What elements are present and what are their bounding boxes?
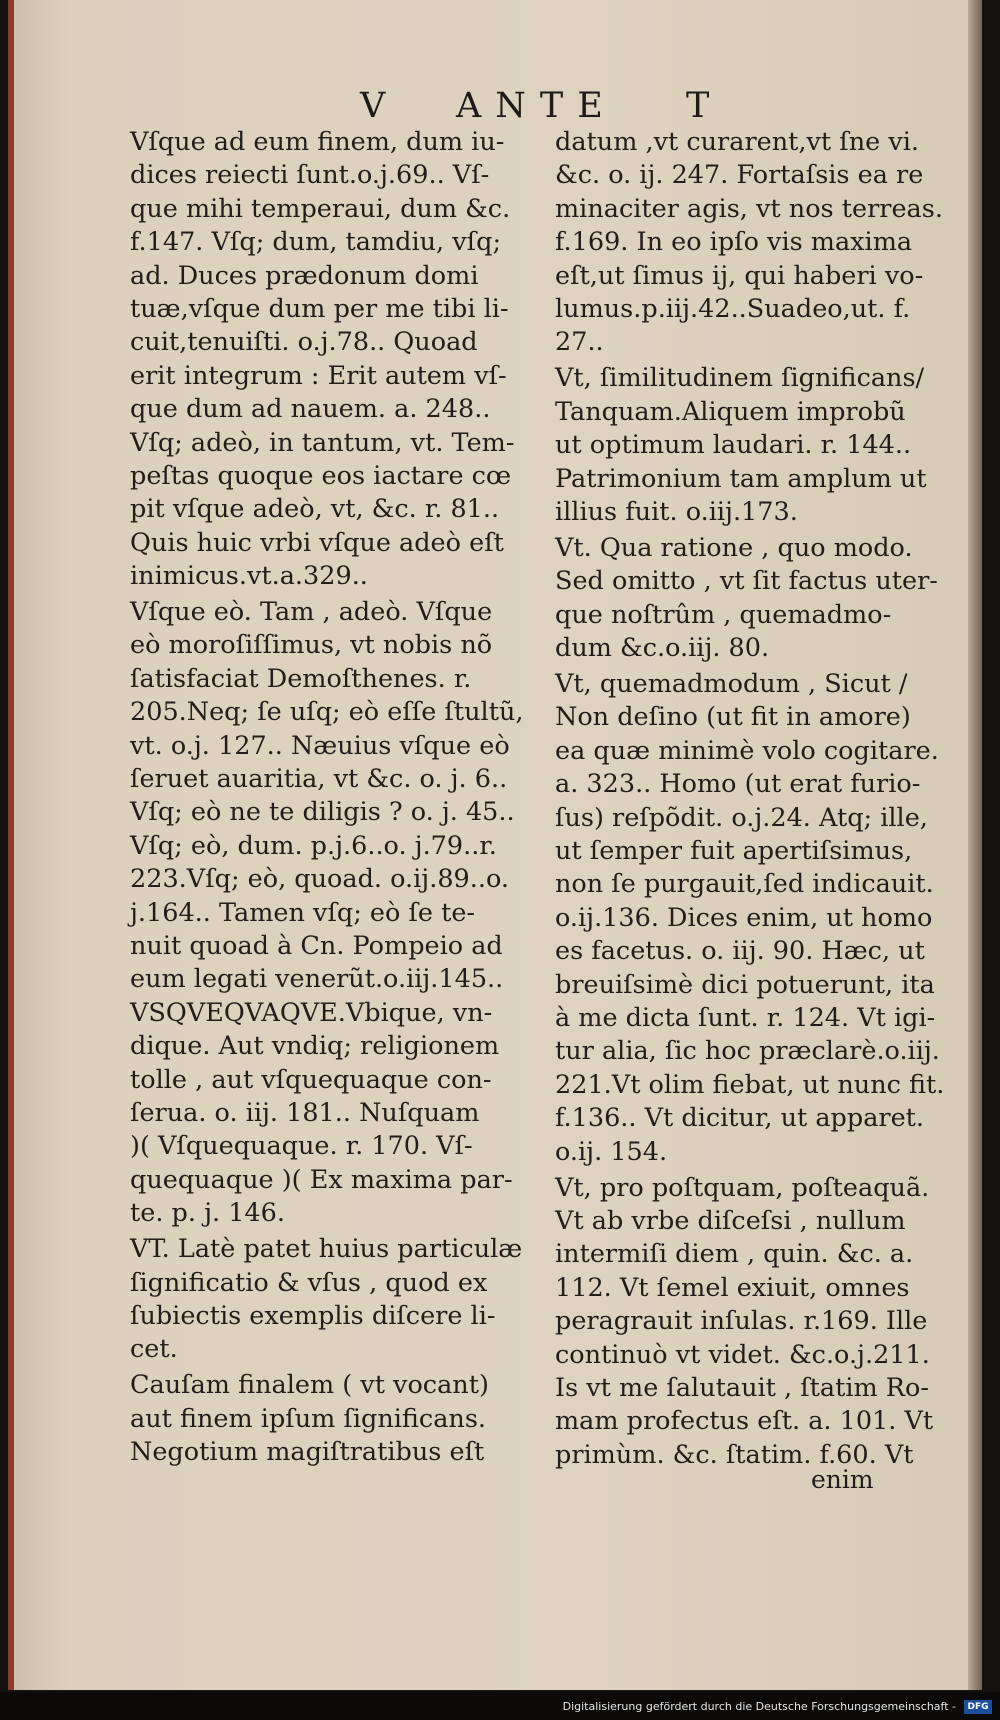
left-column-line: f.147. Vſq; dum, tamdiu, vſq; — [130, 227, 502, 258]
right-column-line: f.169. In eo ipſo vis maxima — [555, 227, 913, 258]
left-column-line: ad. Duces prædonum domi — [130, 260, 479, 291]
left-column-line: Vſque eò. Tam , adeò. Vſque — [130, 597, 493, 628]
left-column-line: dices reiecti ſunt.o.j.69.. Vſ- — [130, 160, 490, 191]
running-head-right: T — [686, 86, 712, 126]
right-column-line: Is vt me ſalutauit , ſtatim Ro- — [555, 1372, 929, 1403]
left-column-line: ſignificatio & vſus , quod ex — [130, 1267, 488, 1298]
running-head — [360, 86, 760, 126]
right-column-line: que noſtrûm , quemadmo- — [555, 599, 892, 630]
right-column-line: ut ſemper fuit apertiſsimus, — [555, 836, 913, 867]
left-column-line: nuit quoad à Cn. Pompeio ad — [130, 930, 503, 961]
left-column-line: Negotium magiſtratibus eſt — [130, 1437, 485, 1468]
right-column-line: &c. o. ij. 247. Fortaſsis ea re — [555, 160, 924, 191]
left-column-line: ſerua. o. iij. 181.. Nuſquam — [130, 1097, 480, 1128]
right-column-line: non ſe purgauit,ſed indicauit. — [555, 869, 934, 900]
left-column-line: dique. Aut vndiq; religionem — [130, 1031, 500, 1062]
right-column-line: continuò vt videt. &c.o.j.211. — [555, 1339, 930, 1370]
right-column-line: 221.Vt olim fiebat, ut nunc fit. — [555, 1069, 945, 1100]
left-column-line: )( Vſquequaque. r. 170. Vſ- — [130, 1131, 473, 1162]
left-column — [130, 126, 552, 1469]
left-column-line: j.164.. Tamen vſq; eò ſe te- — [130, 897, 476, 928]
left-column-line: erit integrum : Erit autem vſ- — [130, 360, 507, 391]
left-column-line: vt. o.j. 127.. Næuius vſque eò — [130, 730, 510, 761]
right-column-line: es facetus. o. iij. 90. Hæc, ut — [555, 936, 925, 967]
right-column-line: Vt. Qua ratione , quo modo. — [555, 532, 913, 563]
right-column — [555, 126, 955, 1472]
right-column-line: minaciter agis, vt nos terreas. — [555, 193, 943, 224]
left-column-line: 223.Vſq; eò, quoad. o.ij.89..o. — [130, 864, 509, 895]
right-column-line: Vt, ſimilitudinem ſignificans/ — [555, 363, 925, 394]
left-column-line: aut finem ipſum ſignificans. — [130, 1403, 487, 1434]
right-column-line: 112. Vt ſemel exiuit, omnes — [555, 1272, 910, 1303]
right-column-line: o.ij. 154. — [555, 1136, 668, 1167]
left-column-line: peſtas quoque eos iactare cœ — [130, 460, 512, 491]
left-column-line: eum legati venerũt.o.iij.145.. — [130, 964, 504, 995]
left-column-line: VT. Latè patet huius particulæ — [130, 1234, 523, 1265]
left-column-line: Vſque ad eum finem, dum iu- — [130, 127, 505, 157]
right-column-line: ſus) reſpõdit. o.j.24. Atq; ille, — [555, 802, 928, 833]
right-column-line: dum &c.o.iij. 80. — [555, 633, 770, 664]
right-column-line: o.ij.136. Dices enim, ut homo — [555, 902, 933, 933]
left-column-line: te. p. j. 146. — [130, 1198, 285, 1229]
left-column-line: ſubiectis exemplis diſcere li- — [130, 1300, 496, 1331]
right-column-line: 27.. — [555, 327, 604, 358]
right-column-line: f.136.. Vt dicitur, ut apparet. — [555, 1103, 925, 1134]
right-column-line: Vt, quemadmodum , Sicut / — [555, 669, 908, 700]
left-column-line: Cauſam finalem ( vt vocant) — [130, 1370, 489, 1401]
right-column-line: tur alia, ſic hoc præclarè.o.iij. — [555, 1036, 940, 1067]
left-column-line: Vſq; eò, dum. p.j.6..o. j.79..r. — [130, 830, 497, 861]
left-column-line: tuæ,vſque dum per me tibi li- — [130, 293, 509, 324]
right-column-line: Sed omitto , vt ſit factus uter- — [555, 566, 938, 597]
right-column-line: a. 323.. Homo (ut erat furio- — [555, 769, 921, 800]
left-column-line: ſatisfaciat Demoſthenes. r. — [130, 663, 472, 694]
right-column-line: ut optimum laudari. r. 144.. — [555, 430, 912, 461]
right-column-line: intermiſi diem , quin. &c. a. — [555, 1239, 914, 1270]
right-column-line: eſt,ut ſimus ij, qui haberi vo- — [555, 260, 924, 291]
right-column-line: primùm. &c. ſtatim. f.60. Vt — [555, 1439, 914, 1470]
running-head-left: V — [360, 86, 388, 126]
left-column-line: Vſq; adeò, in tantum, vt. Tem- — [130, 427, 515, 458]
left-column-line: que dum ad nauem. a. 248.. — [130, 394, 491, 425]
left-column-line: VSQVEQVAQVE.Vbique, vn- — [130, 997, 493, 1028]
left-column-line: 205.Neq; ſe uſq; eò eſſe ſtultũ, — [130, 697, 524, 728]
right-column-line: peragrauit inſulas. r.169. Ille — [555, 1306, 928, 1337]
right-column-line: Non deſino (ut fit in amore) — [555, 702, 911, 733]
right-column-line: à me dicta ſunt. r. 124. Vt igi- — [555, 1002, 936, 1033]
left-column-line: Vſq; eò ne te diligis ? o. j. 45.. — [130, 797, 515, 828]
right-column-line: Vt ab vrbe diſceſsi , nullum — [555, 1205, 906, 1236]
left-column-line: eò moroſiſſimus, vt nobis nõ — [130, 630, 493, 661]
running-head-center: ANTE — [456, 86, 617, 126]
left-column-line: ſeruet auaritia, vt &c. o. j. 6.. — [130, 764, 508, 795]
right-column-line: breuiſsimè dici potuerunt, ita — [555, 969, 935, 1000]
right-column-line: datum ,vt curarent,vt ſne vi. — [555, 127, 919, 157]
right-column-line: ea quæ minimè volo cogitare. — [555, 735, 939, 766]
left-column-line: Quis huic vrbi vſque adeò eſt — [130, 527, 504, 558]
right-column-line: lumus.p.iij.42..Suadeo,ut. f. — [555, 293, 911, 324]
right-column-line: illius fuit. o.iij.173. — [555, 496, 798, 527]
left-column-line: inimicus.vt.a.329.. — [130, 561, 368, 592]
left-column-line: que mihi temperaui, dum &c. — [130, 193, 511, 224]
left-column-line: quequaque )( Ex maxima par- — [130, 1164, 513, 1195]
digitization-credit: Digitalisierung gefördert durch die Deutsche Forschungsgemeinschaft - — [562, 1700, 956, 1713]
left-column-line: cuit,tenuiſti. o.j.78.. Quoad — [130, 327, 478, 358]
page-gutter — [968, 0, 982, 1690]
right-column-line: Vt, pro poſtquam, poſteaquã. — [555, 1172, 930, 1203]
dfg-logo: DFG — [964, 1700, 992, 1714]
catchword: enim — [811, 1465, 874, 1494]
right-column-line: Patrimonium tam amplum ut — [555, 463, 927, 494]
right-column-line: Tanquam.Aliquem improbũ — [555, 396, 906, 427]
left-column-line: cet. — [130, 1334, 178, 1365]
left-column-line: tolle , aut vſquequaque con- — [130, 1064, 492, 1095]
left-column-line: pit vſque adeò, vt, &c. r. 81.. — [130, 494, 500, 525]
right-column-line: mam profectus eſt. a. 101. Vt — [555, 1406, 934, 1437]
